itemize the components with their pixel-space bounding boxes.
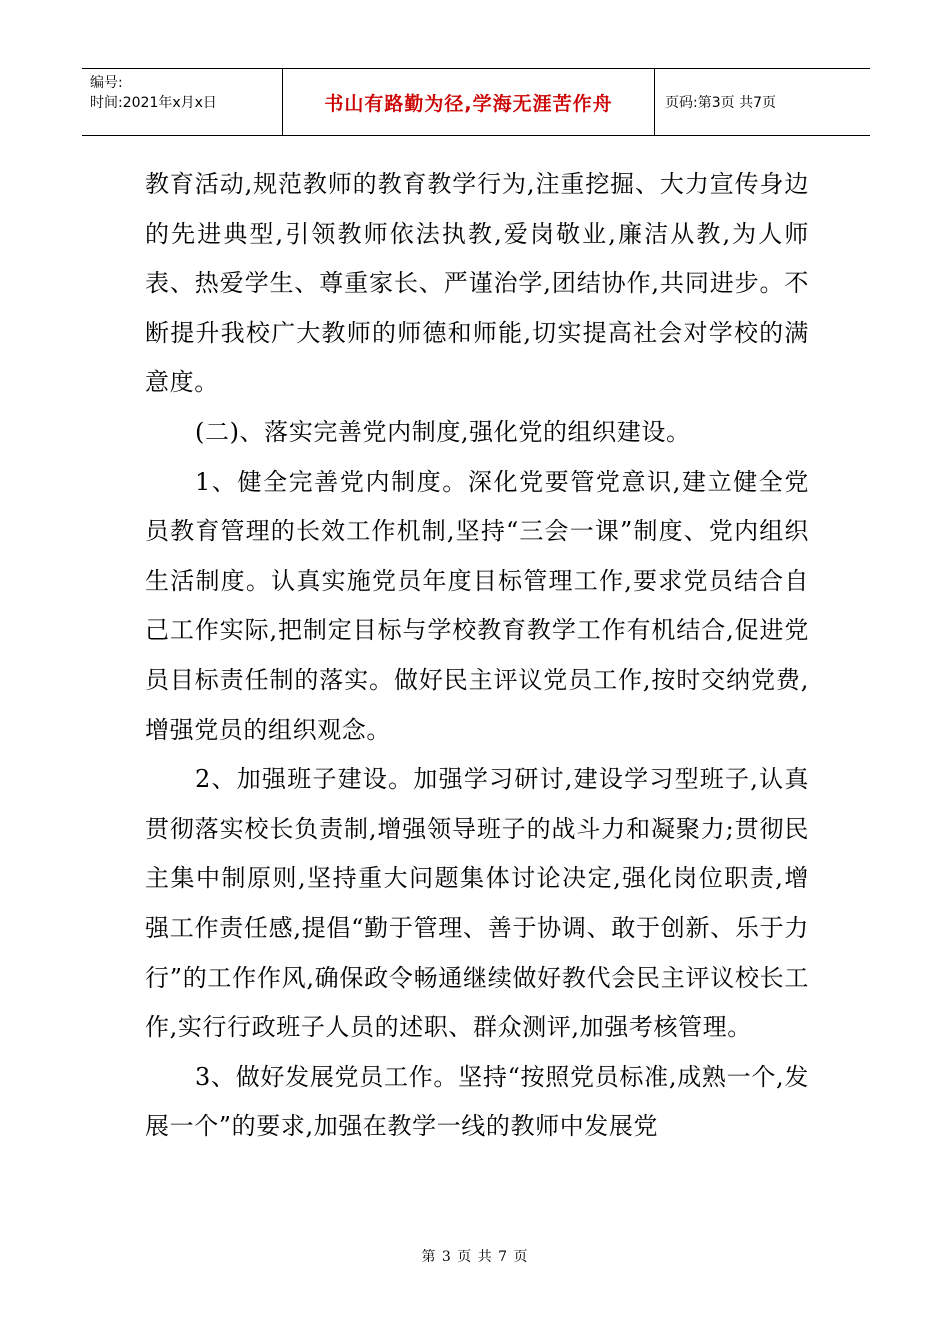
body-paragraph-4: 3、做好发展党员工作。坚持“按照党员标准,成熟一个,发展一个”的要求,加强在教学一线的教师中发展党 xyxy=(145,1062,809,1141)
document-time-label: 时间:2021年x月x日 xyxy=(90,95,217,111)
header-meta xyxy=(82,69,283,135)
document-header xyxy=(82,68,870,136)
header-page-info: 页码:第3页 共7页 xyxy=(665,95,776,111)
body-paragraph-3: 2、加强班子建设。加强学习研讨,建设学习型班子,认真贯彻落实校长负责制,增强领导班子的战斗力和凝聚力;贯彻民主集中制原则,坚持重大问题集体讨论决定,强化岗位职责,增强工作责任感,提倡“勤于管理、善于协调、敢于创新、乐于力行”的工作作风,确保政令畅通继续做好教代会民主评议校长工作,实行行政班子人员的述职、群众测评,加强考核管理。 xyxy=(145,765,809,1042)
page-footer: 第 3 页 共 7 页 xyxy=(421,1249,529,1265)
header-motto: 书山有路勤为径,学海无涯苦作舟 xyxy=(283,69,655,135)
document-number-label: 编号: xyxy=(90,75,123,91)
section-heading: (二)、落实完善党内制度,强化党的组织建设。 xyxy=(195,417,691,446)
document-body xyxy=(145,160,809,1152)
body-paragraph-1: 教育活动,规范教师的教育教学行为,注重挖掘、大力宣传身边的先进典型,引领教师依法执教,爱岗敬业,廉洁从教,为人师表、热爱学生、尊重家长、严谨治学,团结协作,共同进步。不断提升我校广大教师的师德和师能,切实提高社会对学校的满意度。 xyxy=(145,170,809,397)
body-paragraph-2: 1、健全完善党内制度。深化党要管党意识,建立健全党员教育管理的长效工作机制,坚持“三会一课”制度、党内组织生活制度。认真实施党员年度目标管理工作,要求党员结合自己工作实际,把制定目标与学校教育教学工作有机结合,促进党员目标责任制的落实。做好民主评议党员工作,按时交纳党费,增强党员的组织观念。 xyxy=(145,467,809,744)
